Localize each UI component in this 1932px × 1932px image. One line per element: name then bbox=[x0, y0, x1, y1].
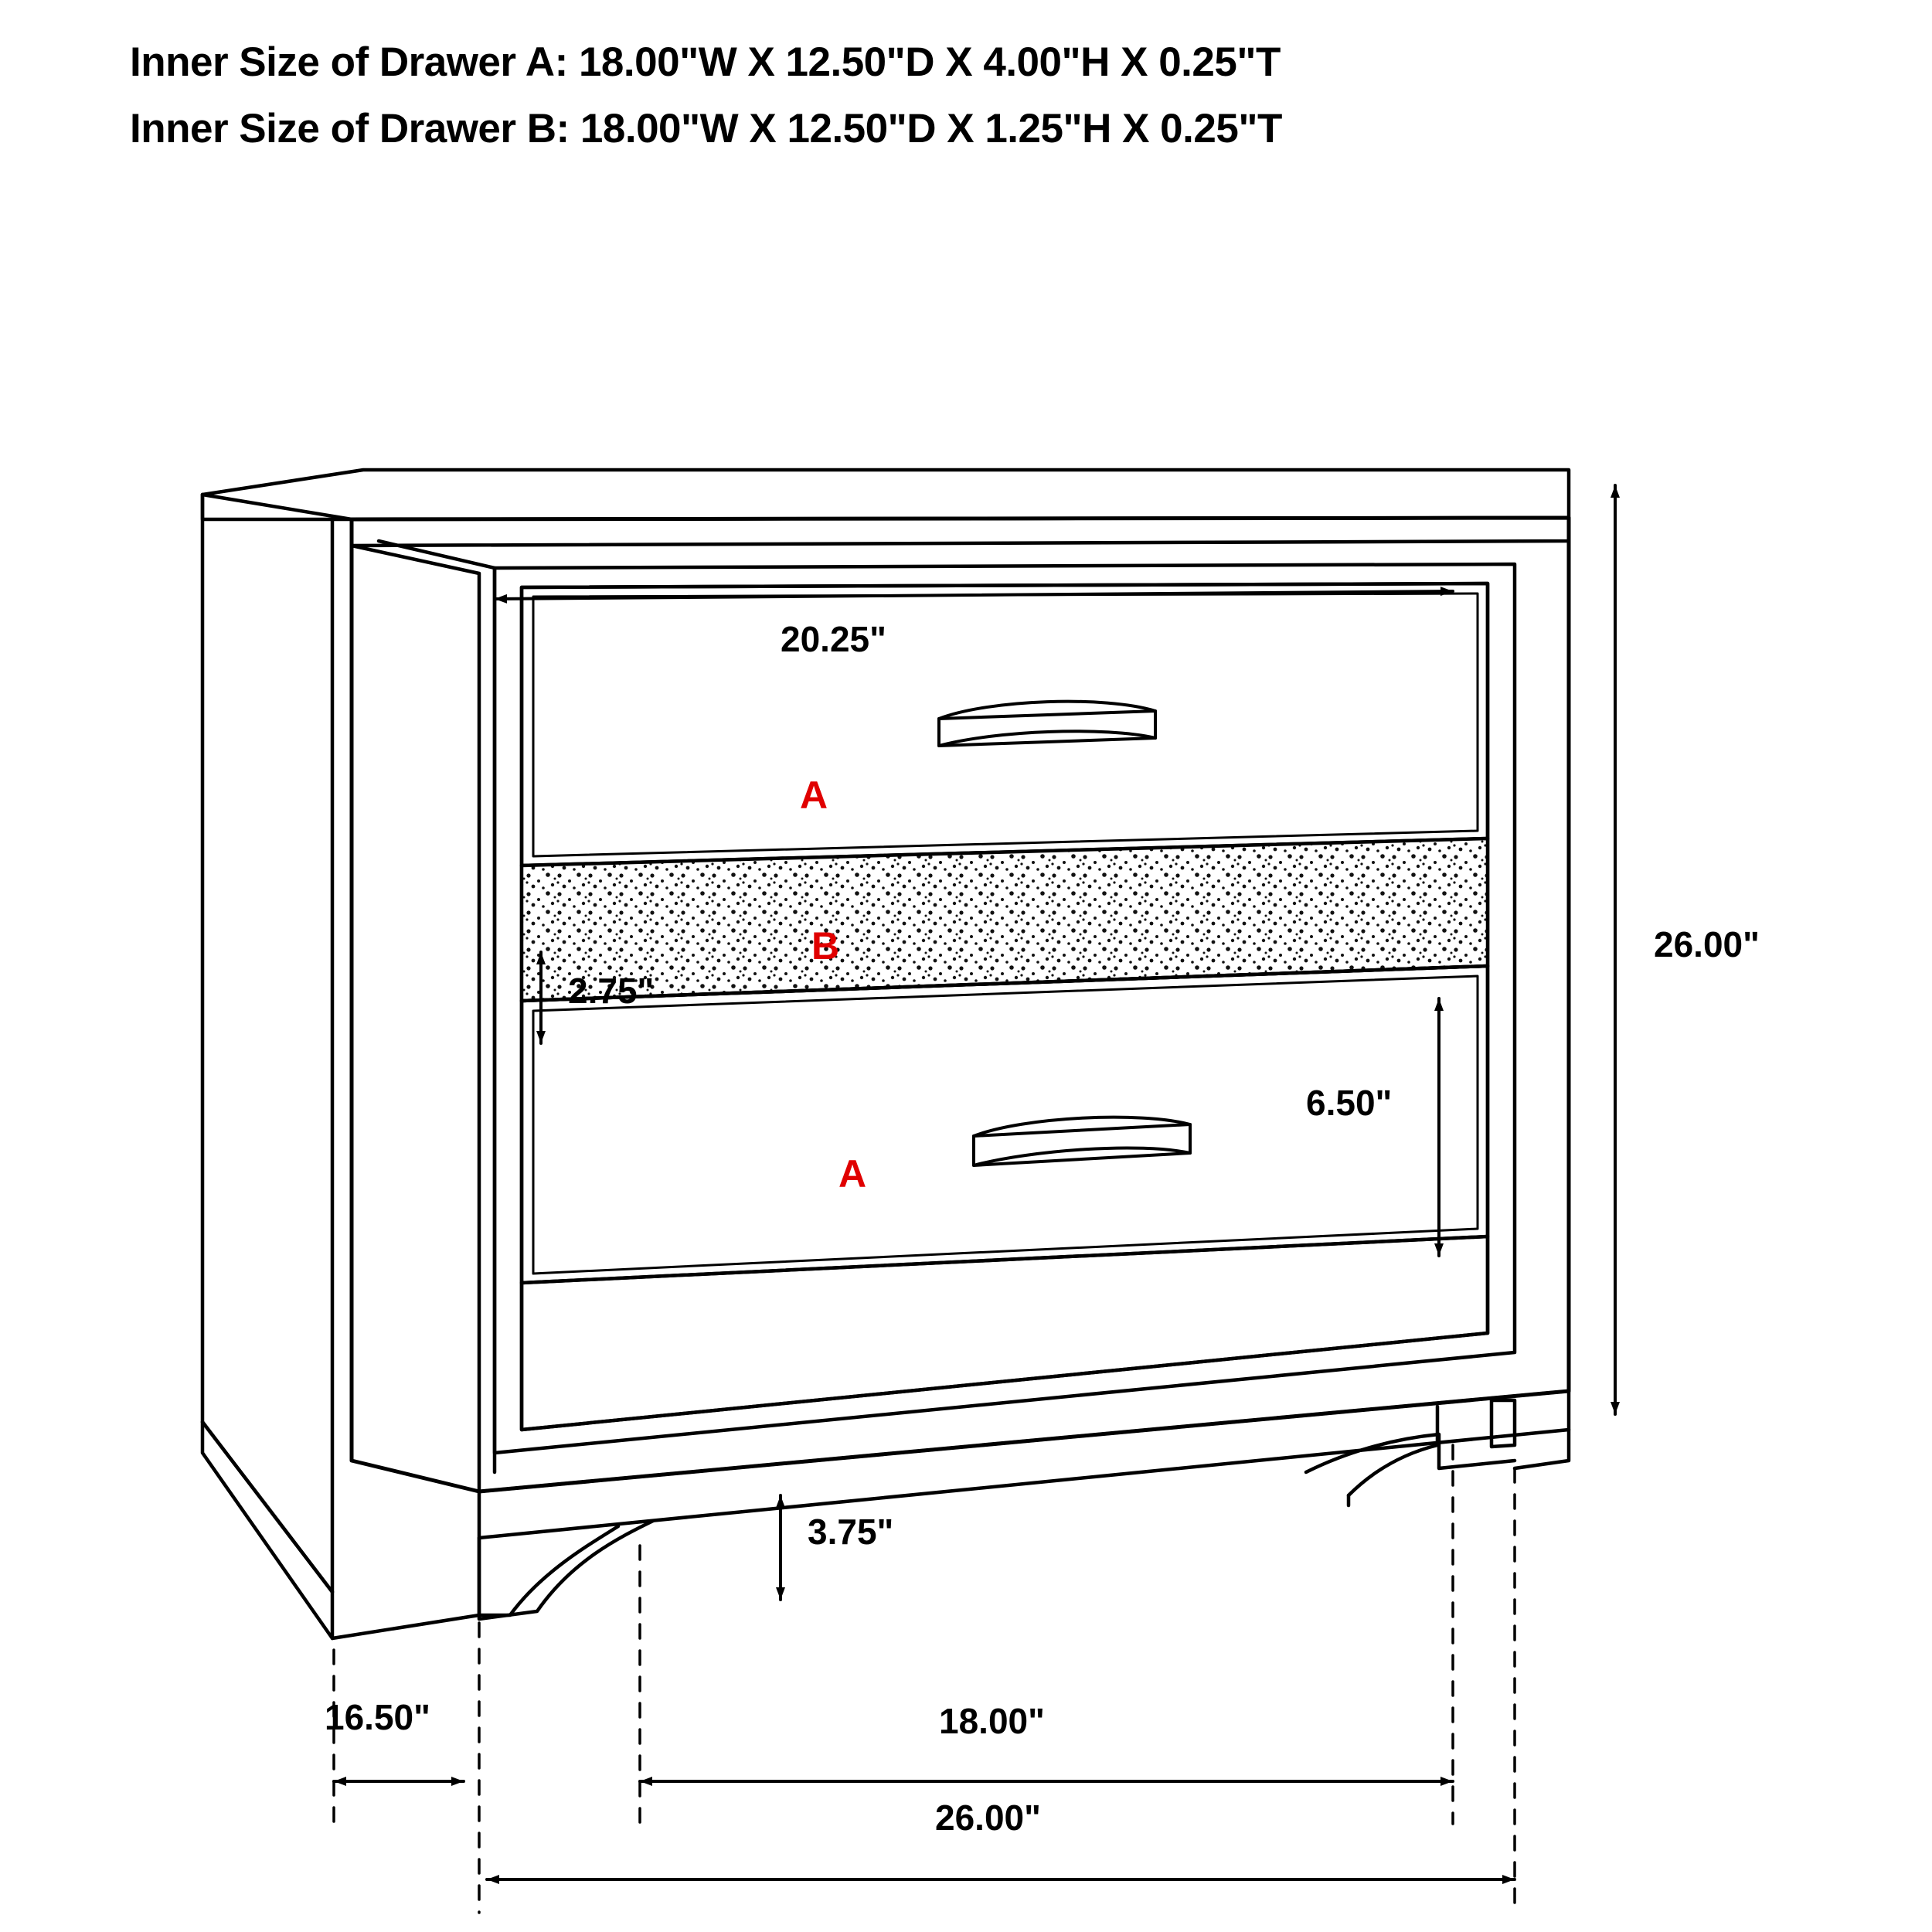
callout-drawer-a-top: A bbox=[800, 774, 828, 817]
drawer-b-spec-line: Inner Size of Drawer B: 18.00"W X 12.50"D X 1.25"H X 0.25"T bbox=[130, 106, 1282, 151]
dim-depth: 16.50" bbox=[325, 1697, 430, 1737]
dim-top-width: 20.25" bbox=[781, 619, 886, 659]
dim-drawer-b-height: 2.75" bbox=[568, 971, 655, 1011]
callout-drawer-b: B bbox=[811, 924, 840, 968]
callout-drawer-a-bottom: A bbox=[838, 1152, 867, 1196]
dim-inner-width: 18.00" bbox=[939, 1701, 1045, 1741]
dim-leg-height: 3.75" bbox=[808, 1512, 894, 1552]
dim-overall-height: 26.00" bbox=[1654, 924, 1760, 964]
dim-overall-width: 26.00" bbox=[935, 1798, 1041, 1838]
dim-lower-drawer-height: 6.50" bbox=[1306, 1083, 1393, 1123]
drawer-a-spec-line: Inner Size of Drawer A: 18.00"W X 12.50"D X 4.00"H X 0.25"T bbox=[130, 39, 1281, 85]
